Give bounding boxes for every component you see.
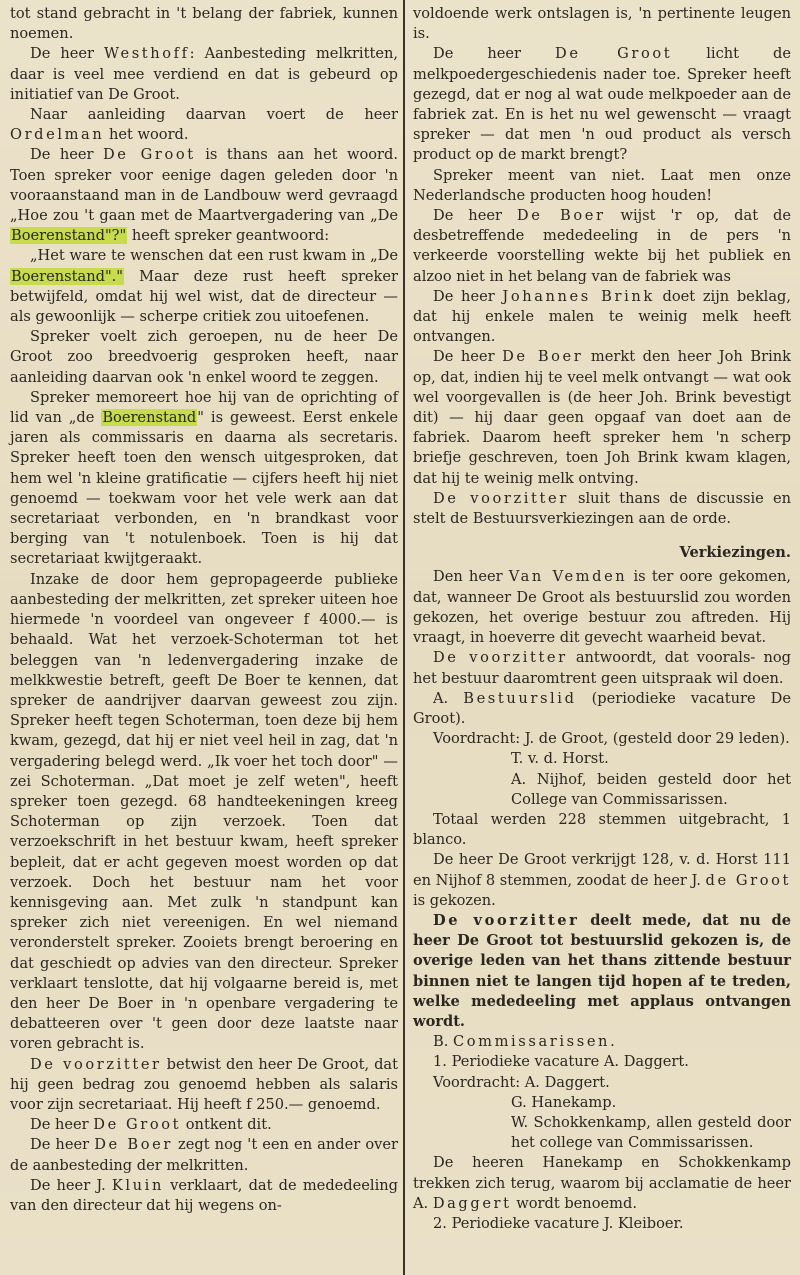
speaker-name: de Groot (705, 871, 791, 889)
column-divider (403, 0, 405, 1275)
speaker-name: De voorzitter (433, 649, 568, 667)
paragraph: De heer De Boer merkt den heer Joh Brink op, dat, indien hij te veel melk ontvangt — wat ook wel voorgevallen is (de heer Joh. Brink bevestigt dit) — hij daar geen opgaaf van doet aan de fabriek. Daarom heeft spreker hem 'n scherp briefje geschreven, toen Joh Brink kwam klagen, dat hij te weinig melk ontving. (413, 348, 792, 487)
paragraph: De heer De Groot verkrijgt 128, v. d. Horst 111 en Nijhof 8 stemmen, zoodat de heer J. de Groot is gekozen. (413, 851, 791, 909)
paragraph: De heer De Boer wijst 'r op, dat de desbetreffende mededeeling in de pers 'n verkeerde voorstelling wekte bij het publiek en alzoo niet in het belang van de fabriek was (413, 207, 791, 285)
paragraph: Spreker meent van niet. Laat men onze Nederlandsche producten hoog houden! (413, 166, 791, 204)
paragraph: De heer De Groot licht de melkpoedergeschiedenis nader toe. Spreker heeft gezegd, dat er nog al wat oude melkpoeder aan de fabriek zat. En is het nu wel gewenscht — vraagt spreker — dat men 'n oud product als versch product op de markt brengt? (413, 45, 792, 164)
candidate: A. Nijhof, beiden gesteld door het College van Commissarissen. (511, 770, 791, 808)
paragraph: De heer Westhoff: Aanbesteding melkritten, daar is veel mee verdiend en dat is gebeurd op initiatief van De Groot. (10, 45, 398, 103)
speaker-name: De Groot (103, 146, 196, 164)
speaker-name: De voorzitter (433, 911, 580, 929)
paragraph: „Het ware te wenschen dat een rust kwam in „De Boerenstand"." Maar deze rust heeft spreker betwijfeld, omdat hij wel wist, dat de directeur — als gewoonlijk — scherpe critiek zou uitoefenen. (10, 247, 398, 326)
paragraph: De voorzitter antwoordt, dat voorals- nog het bestuur daaromtrent geen uitspraak wil doen. (413, 649, 791, 687)
candidate: T. v. d. Horst. (511, 750, 609, 768)
speaker-name: De voorzitter (30, 1055, 162, 1073)
speaker-name: De voorzitter (433, 489, 569, 507)
speaker-name: Van Vemden (508, 568, 628, 586)
speaker-name: De Boer (94, 1136, 173, 1154)
speaker-name: De Groot (555, 45, 673, 63)
paragraph: De heer De Boer zegt nog 't een en ander over de aanbesteding der melkritten. (10, 1136, 398, 1174)
speaker-name: De Boer (516, 207, 606, 225)
section-label: Bestuurslid (463, 689, 577, 707)
nomination: Voordracht: J. de Groot, (gesteld door 29 leden). (433, 730, 790, 748)
paragraph: Den heer Van Vemden is ter oore gekomen, dat, wanneer De Groot als bestuurslid zou worden gekozen, het overige bestuur zou aftreden. Hij vraagt, in hoeverre dit gevecht waarheid bevat. (413, 568, 791, 647)
speaker-name: De Groot (93, 1116, 182, 1134)
speaker-name: Ordelman (10, 126, 105, 144)
paragraph: A. Bestuurslid (periodieke vacature De Groot). (413, 689, 791, 727)
speaker-name: Daggert (432, 1194, 512, 1212)
paragraph: tot stand gebracht in 't belang der fabriek, kunnen noemen. (10, 5, 398, 43)
paragraph: voldoende werk ontslagen is, 'n pertinente leugen is. (413, 5, 791, 43)
paragraph: B. Commissarissen. (433, 1033, 615, 1051)
candidate: W. Schokkenkamp, allen gesteld door het college van Commissarissen. (511, 1113, 791, 1152)
speaker-name: Johannes Brink (502, 287, 655, 305)
candidate: G. Hanekamp. (511, 1093, 617, 1111)
paragraph: Naar aanleiding daarvan voert de heer Ordelman het woord. (10, 106, 398, 144)
paragraph: De voorzitter deelt mede, dat nu de heer De Groot tot bestuurslid gekozen is, de overige leden van het thans zittende bestuur binnen niet te langen tijd hopen af te treden, welke mededeeling met applaus ontvangen wordt. (413, 911, 792, 1030)
speaker-name: Kluin (111, 1176, 164, 1194)
paragraph: De voorzitter sluit thans de discussie en stelt de Bestuursverkiezingen aan de orde. (413, 489, 791, 528)
paragraph: De heer De Groot is thans aan het woord. Toen spreker voor eenige dagen geleden door 'n vooraanstaand man in de Landbouw werd gevraagd „Hoe zou 't gaan met de Maartvergadering van „De Boerenstand"?" heeft spreker geantwoord: (10, 146, 398, 245)
paragraph: De voorzitter betwist den heer De Groot, dat hij geen bedrag zou genoemd hebben als salaris voor zijn secretariaat. Hij heeft f 250.— genoemd. (10, 1055, 398, 1113)
highlighted-term: Boerenstand (102, 409, 197, 427)
paragraph: De heer De Groot ontkent dit. (30, 1116, 272, 1134)
right-column (413, 4, 791, 1234)
paragraph: Totaal werden 228 stemmen uitgebracht, 1 blanco. (413, 810, 791, 849)
section-heading: Verkiezingen. (679, 544, 791, 562)
speaker-name: Westhoff (104, 45, 190, 63)
paragraph: Spreker voelt zich geroepen, nu de heer De Groot zoo breedvoerig gesproken heeft, naar aanleiding daarvan ook 'n enkel woord te zeggen. (10, 328, 398, 386)
paragraph: Spreker memoreert hoe hij van de oprichting of lid van „de Boerenstand" is geweest. Eerst enkele jaren als commissaris en daarna als secretaris. Spreker heeft toen den wensch uitgesproken, dat hem wel 'n kleine gratificatie — cijfers heeft hij niet genoemd — toekwam voor het vele werk aan dat secretariaat verbonden, en 'n brandkast voor berging van 't notulenboek. Toen is hij dat secretariaat kwijtgeraakt. (10, 388, 398, 568)
paragraph: De heer Johannes Brink doet zijn beklag, dat hij enkele malen te weinig melk heeft ontvangen. (413, 287, 792, 346)
section-label: Commissarissen (453, 1033, 611, 1051)
paragraph: De heer J. Kluin verklaart, dat de mededeeling van den directeur dat hij wegens on- (10, 1176, 398, 1214)
paragraph: De heeren Hanekamp en Schokkenkamp trekken zich terug, waarom bij acclamatie de heer A. Daggert wordt benoemd. (413, 1154, 791, 1212)
highlighted-term: Boerenstand"." (11, 267, 124, 285)
speaker-name: De Boer (502, 348, 584, 366)
left-column (10, 4, 398, 1216)
nomination: Voordracht: A. Daggert. (433, 1073, 610, 1091)
paragraph: Inzake de door hem gepropageerde publieke aanbesteding der melkritten, zet spreker uiteen hoe hiermede 'n voordeel van ongeveer f 4000.— is behaald. Wat het verzoek-Schoterman tot het beleggen van 'n ledenvergadering inzake de melkkwestie betreft, geeft De Boer te kennen, dat spreker de aandrijver daarvan geweest zou zijn. Spreker heeft tegen Schoterman, toen deze bij hem kwam, gezegd, dat hij er niet veel heil in zag, dat 'n vergadering belegd werd. „Ik voer het toch door" — zei Schoterman. „Dat moet je zelf weten", heeft spreker toen gezegd. 68 handteekeningen kreeg Schoterman op zijn verzoek. Toen dat verzoekschrift in het bestuur kwam, heeft spreker bepleit, dat er acht gegeven moest worden op dat verzoek. Doch het bestuur nam het voor kennisgeving aan. Met zulk 'n standpunt kan spreker zich niet vereenigen. En wel niemand veronderstelt spreker. Zooiets brengt beroering en dat geschiedt op advies van den directeur. Spreker verklaart tenslotte, dat hij volgaarne bereid is, met den heer De Boer in 'n openbare vergadering te debatteeren over 't geen door deze laatste naar voren gebracht is. (10, 570, 398, 1053)
paragraph: 2. Periodieke vacature J. Kleiboer. (433, 1214, 684, 1232)
paragraph: 1. Periodieke vacature A. Daggert. (433, 1053, 689, 1071)
highlighted-term: Boerenstand"?" (11, 227, 127, 245)
